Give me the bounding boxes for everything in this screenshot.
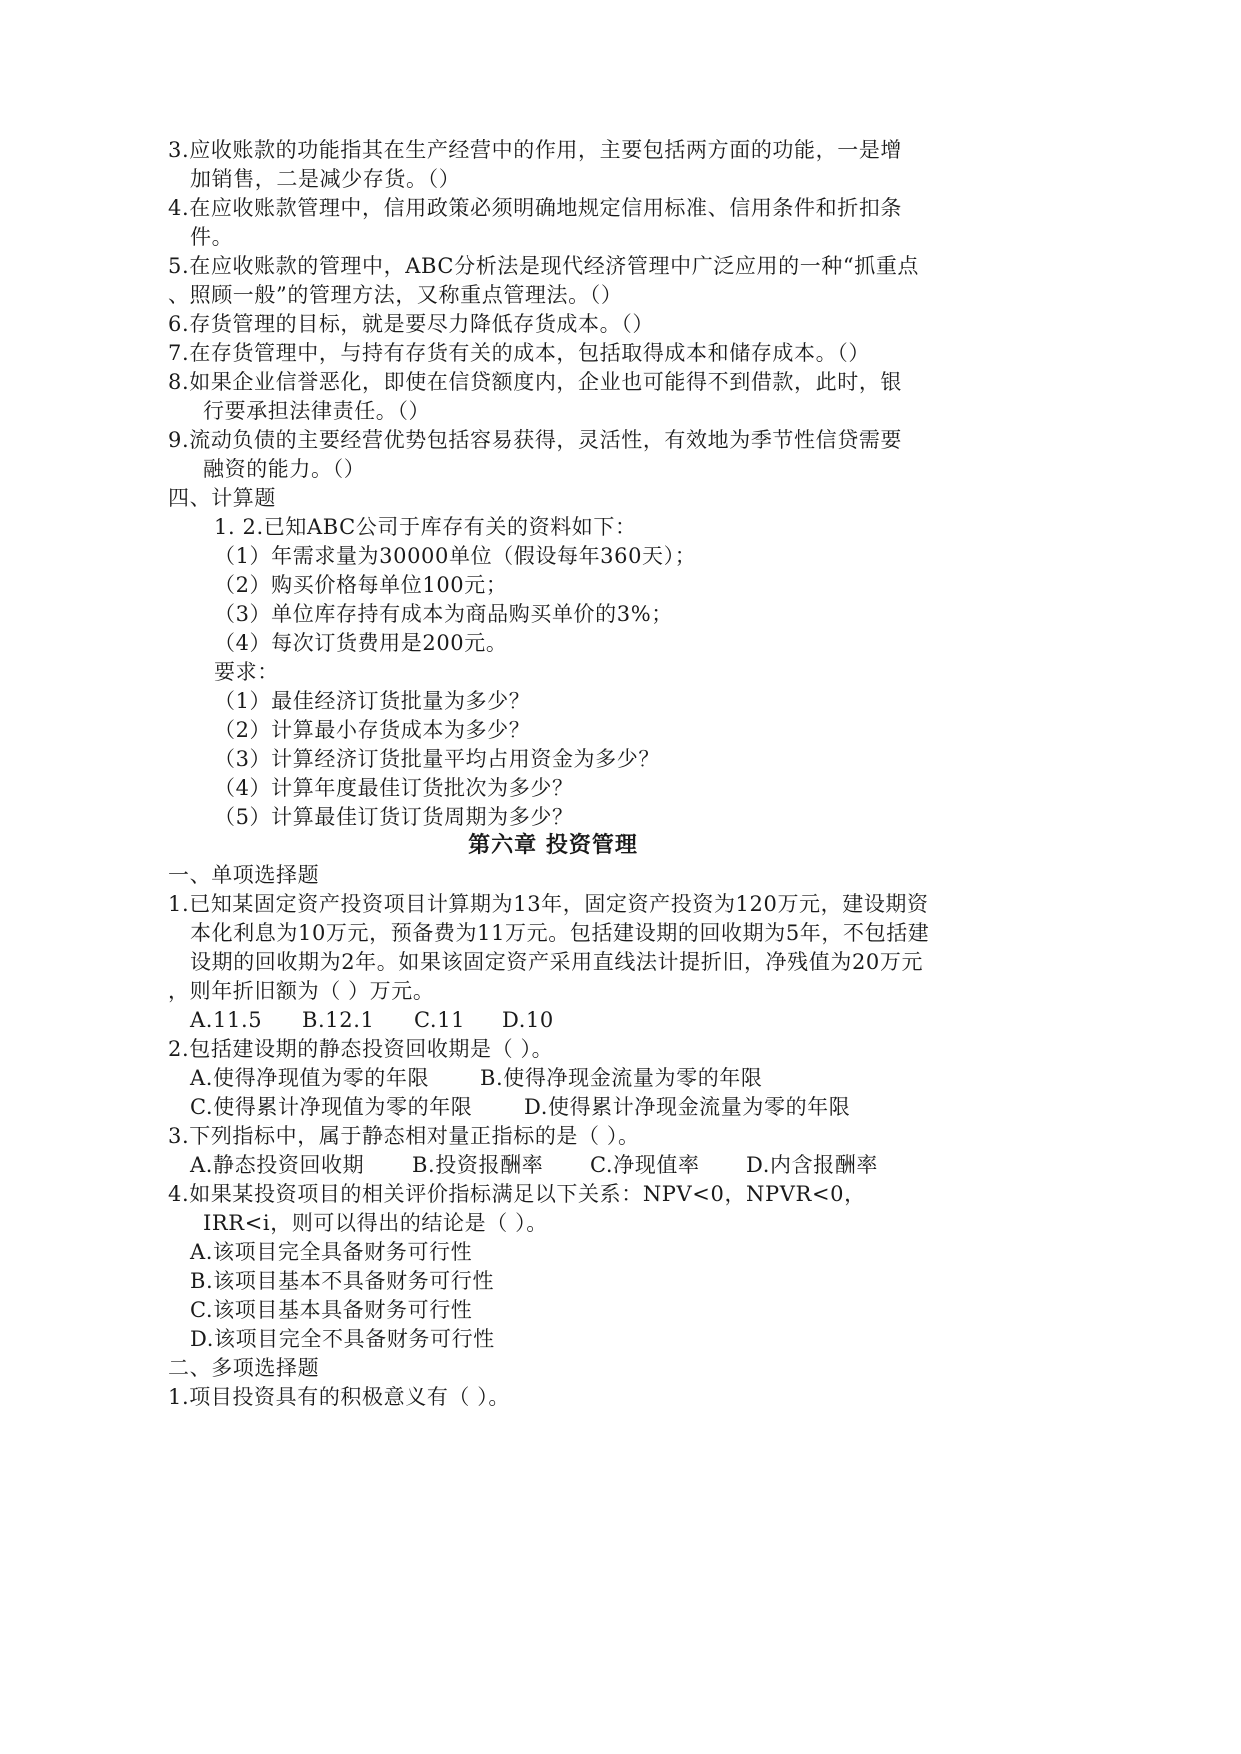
calc-fact-2: （2）购买价格每单位100元； xyxy=(214,573,508,597)
tf-q5-line1: 5.在应收账款的管理中，ABC分析法是现代经济管理中广泛应用的一种“抓重点 xyxy=(168,254,920,278)
s1-option-c: C.11 xyxy=(414,1008,466,1032)
tf-q3-line1: 3.应收账款的功能指其在生产经营中的作用，主要包括两方面的功能，一是增 xyxy=(168,138,903,162)
s2-option-c: C.使得累计净现值为零的年限 xyxy=(190,1095,473,1119)
calc-fact-1: （1）年需求量为30000单位（假设每年360天）； xyxy=(214,544,697,568)
calc-req-5: （5）计算最佳订货订货周期为多少？ xyxy=(214,805,574,829)
s3-option-a: A.静态投资回收期 xyxy=(190,1153,365,1177)
s4-line2: IRR<i，则可以得出的结论是（ ）。 xyxy=(203,1211,548,1235)
s3-option-c: C.净现值率 xyxy=(590,1153,700,1177)
tf-q3-line2: 加销售，二是减少存货。（） xyxy=(190,167,461,191)
tf-q7: 7.在存货管理中，与持有存货有关的成本，包括取得成本和储存成本。（） xyxy=(168,341,870,365)
calc-fact-4: （4）每次订货费用是200元。 xyxy=(214,631,508,655)
s1-line2: 本化利息为10万元，预备费为11万元。包括建设期的回收期为5年，不包括建 xyxy=(190,921,930,945)
s2-option-d: D.使得累计净现金流量为零的年限 xyxy=(524,1095,851,1119)
tf-q4-line1: 4.在应收账款管理中，信用政策必须明确地规定信用标准、信用条件和折扣条 xyxy=(168,196,903,220)
m1-question: 1.项目投资具有的积极意义有（ ）。 xyxy=(168,1385,511,1409)
s4-option-a: A.该项目完全具备财务可行性 xyxy=(190,1240,473,1264)
tf-q8-line2: 行要承担法律责任。（） xyxy=(203,399,431,423)
tf-q9-line1: 9.流动负债的主要经营优势包括容易获得，灵活性，有效地为季节性信贷需要 xyxy=(168,428,903,452)
s1-line1: 1.已知某固定资产投资项目计算期为13年，固定资产投资为120万元，建设期资 xyxy=(168,892,929,916)
tf-q4-line2: 件。 xyxy=(190,225,234,249)
calc-req-label: 要求： xyxy=(214,660,279,684)
tf-q6: 6.存货管理的目标，就是要尽力降低存货成本。（） xyxy=(168,312,654,336)
s3-option-d: D.内含报酬率 xyxy=(746,1153,878,1177)
tf-q5-line2: 、照顾一般”的管理方法，又称重点管理法。（） xyxy=(168,283,623,307)
calc-req-4: （4）计算年度最佳订货批次为多少？ xyxy=(214,776,574,800)
s3-options xyxy=(190,1150,878,1180)
s2-options-row1 xyxy=(190,1063,763,1093)
s1-option-a: A.11.5 xyxy=(190,1008,263,1032)
multi-choice-heading: 二、多项选择题 xyxy=(168,1356,320,1380)
s2-options-row2 xyxy=(190,1092,850,1122)
calc-req-2: （2）计算最小存货成本为多少？ xyxy=(214,718,531,742)
s1-option-d: D.10 xyxy=(502,1008,554,1032)
calc-req-1: （1）最佳经济订货批量为多少？ xyxy=(214,689,531,713)
s4-line1: 4.如果某投资项目的相关评价指标满足以下关系：NPV<0，NPVR<0， xyxy=(168,1182,866,1206)
s1-line4: ，则年折旧额为（ ）万元。 xyxy=(168,979,435,1003)
s4-option-c: C.该项目基本具备财务可行性 xyxy=(190,1298,473,1322)
calc-fact-3: （3）单位库存持有成本为商品购买单价的3%； xyxy=(214,602,673,626)
calc-heading: 四、计算题 xyxy=(168,486,276,510)
s2-question: 2.包括建设期的静态投资回收期是（ ）。 xyxy=(168,1037,554,1061)
s2-option-b: B.使得净现金流量为零的年限 xyxy=(480,1066,763,1090)
s4-option-d: D.该项目完全不具备财务可行性 xyxy=(190,1327,495,1351)
s2-option-a: A.使得净现值为零的年限 xyxy=(190,1066,430,1090)
single-choice-heading: 一、单项选择题 xyxy=(168,863,320,887)
s3-question: 3.下列指标中，属于静态相对量正指标的是（ ）。 xyxy=(168,1124,640,1148)
s1-options xyxy=(190,1005,554,1035)
calc-intro: 1. 2.已知ABC公司于库存有关的资料如下： xyxy=(214,515,637,539)
s4-option-b: B.该项目基本不具备财务可行性 xyxy=(190,1269,495,1293)
s3-option-b: B.投资报酬率 xyxy=(412,1153,544,1177)
s1-line3: 设期的回收期为2年。如果该固定资产采用直线法计提折旧，净残值为20万元 xyxy=(190,950,924,974)
calc-req-3: （3）计算经济订货批量平均占用资金为多少？ xyxy=(214,747,660,771)
tf-q9-line2: 融资的能力。（） xyxy=(203,457,366,481)
s1-option-b: B.12.1 xyxy=(302,1008,375,1032)
tf-q8-line1: 8.如果企业信誉恶化，即使在信贷额度内，企业也可能得不到借款，此时，银 xyxy=(168,370,903,394)
chapter-title: 第六章 投资管理 xyxy=(468,833,638,858)
